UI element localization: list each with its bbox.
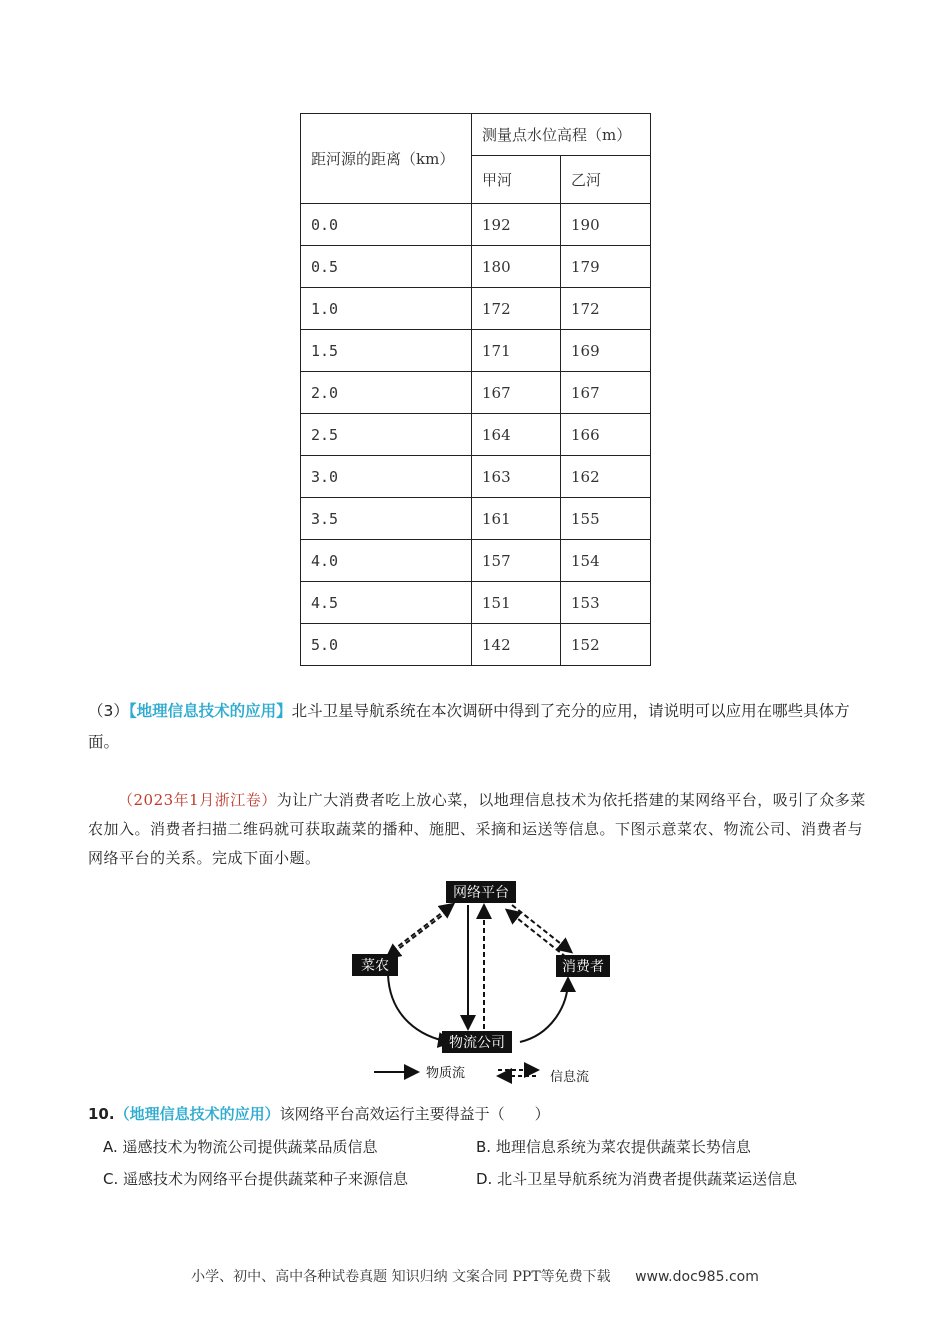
cell-river-a: 161 (472, 498, 561, 540)
footer-text: 小学、初中、高中各种试卷真题 知识归纳 文案合同 PPT等免费下载 (191, 1269, 611, 1285)
cell-distance: 3.5 (301, 498, 472, 540)
cell-river-a: 151 (472, 582, 561, 624)
cell-river-a: 172 (472, 288, 561, 330)
table-row (301, 582, 651, 624)
cell-river-b: 167 (561, 372, 651, 414)
label-farmer: 菜农 (361, 958, 389, 974)
label-consumer: 消费者 (562, 959, 604, 975)
table-row (301, 288, 651, 330)
cell-distance: 2.5 (301, 414, 472, 456)
option-d[interactable]: D. 北斗卫星导航系统为消费者提供蔬菜运送信息 (476, 1170, 798, 1188)
cell-river-a: 164 (472, 414, 561, 456)
option-a[interactable]: A. 遥感技术为物流公司提供蔬菜品质信息 (103, 1138, 378, 1156)
page-footer (0, 1266, 950, 1286)
legend-material-label: 物质流 (426, 1066, 466, 1081)
option-c[interactable]: C. 遥感技术为网络平台提供蔬菜种子来源信息 (103, 1170, 409, 1188)
table-row (301, 540, 651, 582)
table-row (301, 246, 651, 288)
legend-info-label: 信息流 (550, 1070, 590, 1085)
q3-tag: 【地理信息技术的应用】 (128, 702, 292, 720)
table-row (301, 204, 651, 246)
cell-river-a: 171 (472, 330, 561, 372)
header-river-b: 乙河 (561, 156, 651, 204)
cell-river-b: 153 (561, 582, 651, 624)
footer-url[interactable]: www.doc985.com (635, 1269, 759, 1285)
table-row (301, 498, 651, 540)
cell-river-b: 154 (561, 540, 651, 582)
cell-distance: 0.5 (301, 246, 472, 288)
cell-distance: 1.0 (301, 288, 472, 330)
cell-river-b: 162 (561, 456, 651, 498)
intro-paragraph (88, 786, 868, 873)
arc-logistics-consumer (520, 980, 568, 1042)
question-3 (88, 696, 868, 758)
cell-river-b: 190 (561, 204, 651, 246)
intro-source: （2023年1月浙江卷） (118, 791, 277, 809)
table-row (301, 456, 651, 498)
cell-river-b: 169 (561, 330, 651, 372)
label-logistics: 物流公司 (449, 1035, 505, 1051)
arc-farmer-logistics (388, 975, 450, 1042)
table-row (301, 330, 651, 372)
q10-number: 10. (88, 1105, 115, 1123)
q3-text: 北斗卫星导航系统在本次调研中得到了充分的应用，请说明可以应用在哪些具体方面。 (88, 702, 850, 751)
water-level-table (300, 113, 651, 666)
info-consumer-to-platform (508, 911, 566, 957)
header-distance: 距河源的距离（km） (301, 114, 472, 204)
table-row (301, 414, 651, 456)
cell-distance: 5.0 (301, 624, 472, 666)
cell-distance: 1.5 (301, 330, 472, 372)
q3-number: （3） (88, 702, 129, 720)
cell-river-b: 155 (561, 498, 651, 540)
info-platform-to-farmer (388, 911, 448, 957)
cell-river-a: 142 (472, 624, 561, 666)
relation-diagram (340, 877, 620, 1092)
cell-river-b: 172 (561, 288, 651, 330)
cell-river-b: 166 (561, 414, 651, 456)
cell-river-b: 152 (561, 624, 651, 666)
label-platform: 网络平台 (453, 885, 509, 901)
cell-river-a: 167 (472, 372, 561, 414)
info-platform-to-consumer (512, 905, 570, 951)
cell-distance: 2.0 (301, 372, 472, 414)
cell-distance: 4.0 (301, 540, 472, 582)
option-b[interactable]: B. 地理信息系统为菜农提供蔬菜长势信息 (476, 1138, 751, 1156)
intro-text: 为让广大消费者吃上放心菜，以地理信息技术为依托搭建的某网络平台，吸引了众多菜农加入。消费者扫描二维码就可获取蔬菜的播种、施肥、采摘和运送等信息。下图示意菜农、物流公司、消费者与网络平台的关系。完成下面小题。 (88, 791, 866, 867)
header-water-level: 测量点水位高程（m） (472, 114, 651, 156)
cell-distance: 4.5 (301, 582, 472, 624)
cell-distance: 3.0 (301, 456, 472, 498)
q10-tag: （地理信息技术的应用） (114, 1105, 280, 1123)
header-river-a: 甲河 (472, 156, 561, 204)
info-farmer-to-platform (392, 905, 452, 951)
cell-river-a: 180 (472, 246, 561, 288)
cell-river-a: 163 (472, 456, 561, 498)
cell-river-a: 192 (472, 204, 561, 246)
question-10 (88, 1103, 550, 1124)
cell-river-b: 179 (561, 246, 651, 288)
q10-stem: 该网络平台高效运行主要得益于（ ） (279, 1105, 550, 1123)
table-row (301, 624, 651, 666)
cell-river-a: 157 (472, 540, 561, 582)
cell-distance: 0.0 (301, 204, 472, 246)
table-row (301, 372, 651, 414)
